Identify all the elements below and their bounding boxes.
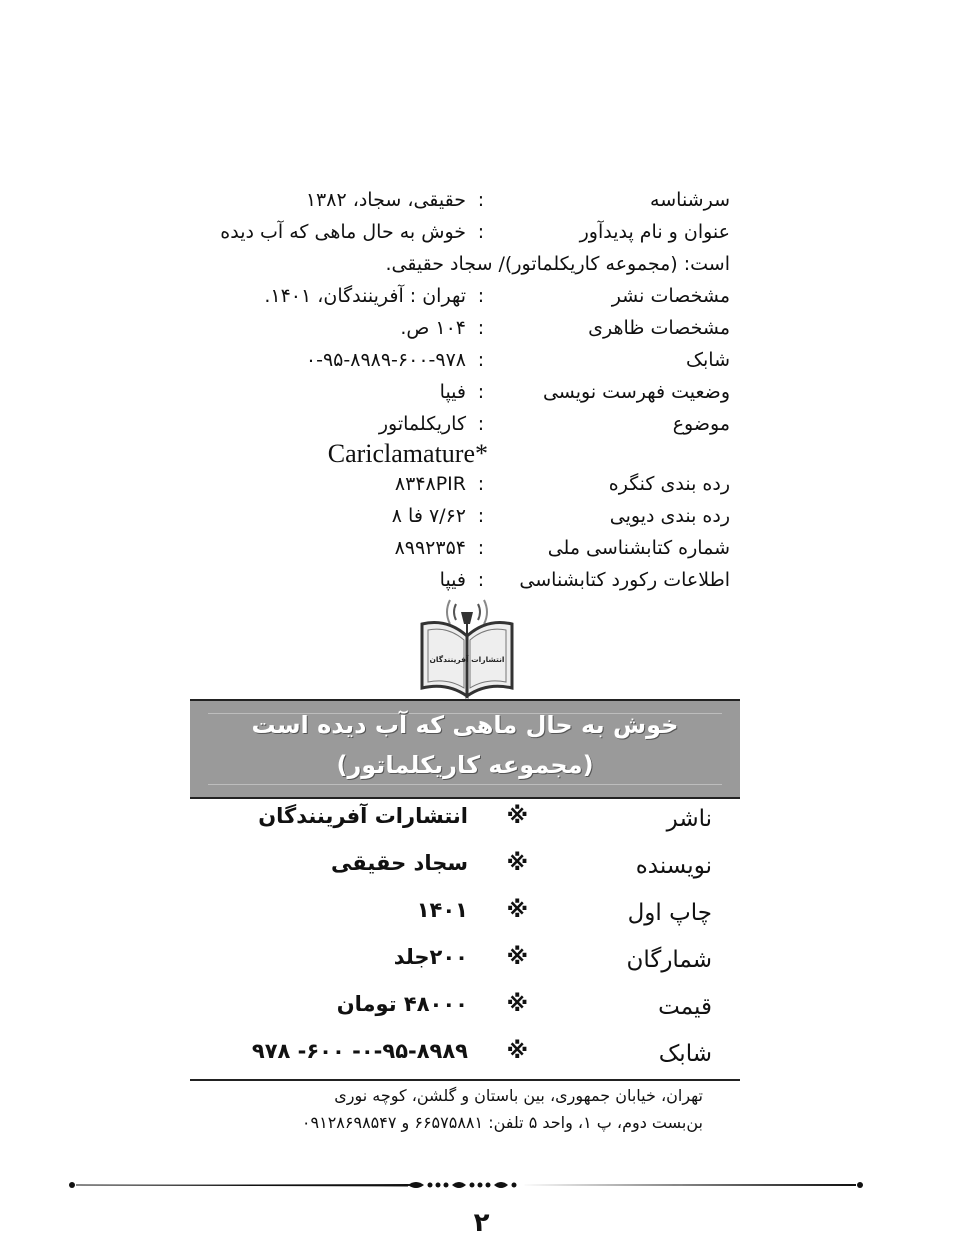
cip-label: شابک xyxy=(685,349,730,371)
title-banner xyxy=(190,699,740,799)
cip-colon: : xyxy=(477,349,485,371)
cip-value: خوش به حال ماهی که آب دیده xyxy=(220,221,466,243)
imprint-value: سجاد حقیقی xyxy=(331,851,468,875)
cip-colon: : xyxy=(477,317,485,339)
cip-value: فیپا xyxy=(439,381,466,403)
cip-colon: : xyxy=(477,285,485,307)
cip-label: وضعیت فهرست نویسی xyxy=(542,381,730,403)
reference-mark-icon: ※ xyxy=(506,851,528,876)
cip-row-title xyxy=(150,216,730,248)
cip-colon: : xyxy=(477,413,485,435)
imprint-row-publisher xyxy=(190,798,740,845)
cip-row-bib-record-info xyxy=(150,564,730,596)
cip-row-publication xyxy=(150,280,730,312)
cip-value: ۷/۶۲ فا ۸ xyxy=(391,505,466,527)
imprint-row-author xyxy=(190,845,740,892)
cip-value: تهران : آفرینندگان، ۱۴۰۱. xyxy=(264,285,466,307)
cip-label: شماره کتابشناسی ملی xyxy=(547,537,730,559)
reference-mark-icon: ※ xyxy=(506,804,528,829)
imprint-value: ۴۸۰۰۰ تومان xyxy=(336,992,468,1016)
cip-row-national-bib-number xyxy=(150,532,730,564)
cip-colon: : xyxy=(477,473,485,495)
cip-value: فیپا xyxy=(439,569,466,591)
reference-mark-icon: ※ xyxy=(506,945,528,970)
logo-text: انتشارات آفرینندگان xyxy=(429,655,505,664)
imprint-label: نویسنده xyxy=(635,853,712,879)
imprint-row-isbn xyxy=(190,1033,740,1080)
imprint-label: شمارگان xyxy=(626,947,712,973)
book-title: خوش به حال ماهی که آب دیده است xyxy=(251,711,679,739)
cip-label: موضوع xyxy=(672,413,730,435)
imprint-value: ۲۰۰جلد xyxy=(393,945,468,969)
imprint-row-edition xyxy=(190,892,740,939)
cip-row-main-entry xyxy=(150,184,730,216)
cip-row-subject xyxy=(150,408,730,440)
imprint-label: ناشر xyxy=(666,806,712,832)
cip-title-continuation: است: (مجموعه کاریکلماتور)/ سجاد حقیقی. xyxy=(385,253,730,275)
cip-value: ۸۳۴۸PIR xyxy=(394,473,466,495)
cip-row-physical xyxy=(150,312,730,344)
address-line-1: تهران، خیابان جمهوری، بین باستان و گلشن، کوچه نوری xyxy=(334,1086,703,1105)
reference-mark-icon: ※ xyxy=(506,992,528,1017)
imprint-value: انتشارات آفرینندگان xyxy=(258,804,468,828)
cip-row-cataloging-status xyxy=(150,376,730,408)
ornament-divider xyxy=(68,1176,864,1194)
publisher-logo xyxy=(412,596,522,700)
cip-row-lc-class xyxy=(150,468,730,500)
book-subtitle: (مجموعه کاریکلماتور) xyxy=(336,751,594,779)
imprint-value: ۰-۹۵-۸۹۸۹- ۶۰۰- ۹۷۸ xyxy=(251,1039,468,1063)
cip-colon: : xyxy=(477,189,485,211)
cip-value: کاریکلماتور xyxy=(378,413,466,435)
cip-label: رده بندی کنگره xyxy=(608,473,730,495)
cip-value: ۱۰۴ ص. xyxy=(400,317,466,339)
imprint-row-price xyxy=(190,986,740,1033)
imprint-value: ۱۴۰۱ xyxy=(416,898,468,922)
cip-subject-latin-row xyxy=(150,440,730,468)
cip-label: عنوان و نام پدیدآور xyxy=(579,221,730,243)
cip-colon: : xyxy=(477,221,485,243)
imprint-label: قیمت xyxy=(658,994,712,1020)
cip-colon: : xyxy=(477,569,485,591)
imprint-details xyxy=(190,798,740,1080)
page-number: ۲ xyxy=(473,1208,490,1238)
cip-catalog xyxy=(150,184,730,596)
cip-value: حقیقی، سجاد، ۱۳۸۲ xyxy=(305,189,466,211)
imprint-label: چاپ اول xyxy=(627,900,712,926)
reference-mark-icon: ※ xyxy=(506,1039,528,1064)
cip-value: ۸۹۹۲۳۵۴ xyxy=(394,537,466,559)
cip-colon: : xyxy=(477,537,485,559)
cip-subject-latin: Cariclamature* xyxy=(327,439,488,468)
cip-row-isbn xyxy=(150,344,730,376)
cip-label: سرشناسه xyxy=(650,189,730,211)
cip-colon: : xyxy=(477,381,485,403)
cip-label: مشخصات ظاهری xyxy=(588,317,730,339)
cip-label: رده بندی دیویی xyxy=(609,505,730,527)
reference-mark-icon: ※ xyxy=(506,898,528,923)
address-line-2: بن‌بست دوم، پ ۱، واحد ۵ تلفن: ۶۶۵۷۵۸۸۱ و ۰۹۱۲۸۶۹۸۵۴۷ xyxy=(301,1113,703,1132)
cip-row-dewey-class xyxy=(150,500,730,532)
book-logo-icon xyxy=(412,596,522,700)
cip-label: اطلاعات رکورد کتابشناسی xyxy=(519,569,730,591)
publisher-address xyxy=(302,1082,703,1136)
imprint-divider xyxy=(190,1079,740,1081)
imprint-label: شابک xyxy=(658,1041,712,1067)
imprint-row-print-run xyxy=(190,939,740,986)
cip-label: مشخصات نشر xyxy=(611,285,730,307)
cip-colon: : xyxy=(477,505,485,527)
cip-value: ۰-۹۵-۸۹۸۹-۶۰۰-۹۷۸ xyxy=(305,349,466,371)
